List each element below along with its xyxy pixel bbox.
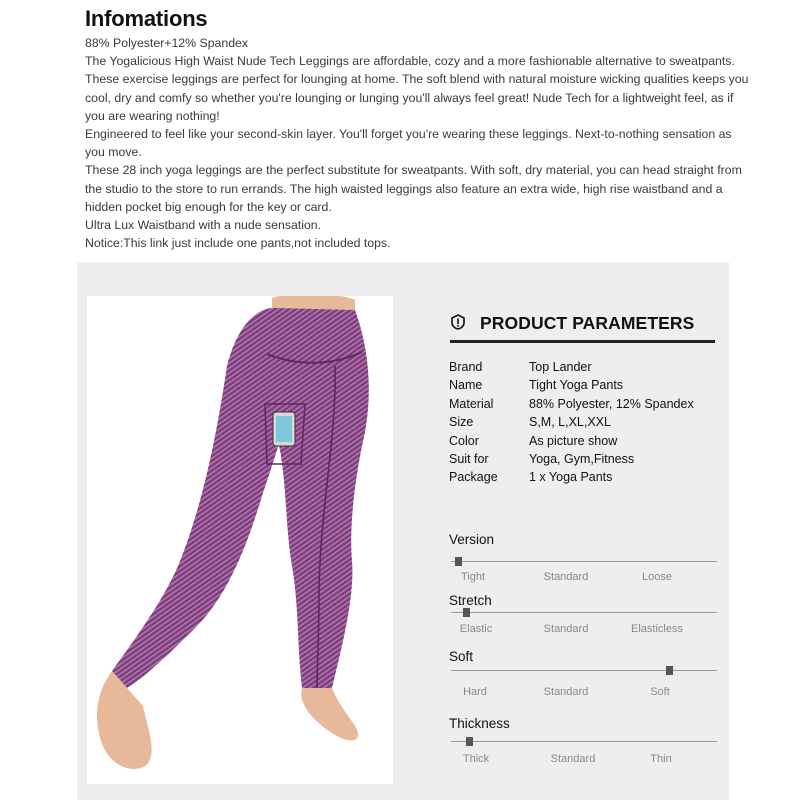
info-line: Ultra Lux Waistband with a nude sensation. xyxy=(85,218,322,233)
info-line: the studio to the store to run errands. The high waisted leggings also feature an extra wide, high rise waistband and a xyxy=(85,181,723,196)
spec-value: Top Lander xyxy=(529,360,592,374)
scale-label-mid: Standard xyxy=(543,571,589,583)
scale-indicator xyxy=(466,737,473,746)
scale-track xyxy=(451,561,717,562)
product-parameters-title: PRODUCT PARAMETERS xyxy=(480,313,695,333)
informations-section xyxy=(85,4,765,252)
spec-value: 1 x Yoga Pants xyxy=(529,470,613,485)
scale-indicator xyxy=(455,557,462,566)
informations-title: Infomations xyxy=(85,6,208,31)
scale-track xyxy=(451,741,717,742)
spec-value: Tight Yoga Pants xyxy=(529,378,624,393)
scale-title: Stretch xyxy=(449,593,492,608)
info-line: hidden pocket big enough for the key or card. xyxy=(85,199,332,214)
info-line: Engineered to feel like your second-skin layer. You'll forget you're wearing these leggings. Next-to-nothing sensation as xyxy=(85,127,732,142)
spec-key: Brand xyxy=(449,360,483,374)
scale-track xyxy=(451,670,717,671)
scale-label-high: Loose xyxy=(642,571,672,583)
spec-value: 88% Polyester, 12% Spandex xyxy=(529,396,694,411)
info-line: cool, dry and comfy so whether you're lounging or lunging you'll always feel great! Nude Tech for a lightweight feel, as if xyxy=(85,90,734,105)
scale-label-mid: Standard xyxy=(550,753,596,765)
spec-key: Package xyxy=(449,470,498,485)
info-line: you are wearing nothing! xyxy=(85,108,220,123)
scale-indicator xyxy=(463,608,470,617)
info-line: 88% Polyester+12% Spandex xyxy=(85,36,249,50)
scale-label-low: Hard xyxy=(463,686,487,698)
scale-label-low: Tight xyxy=(460,571,486,583)
scale-title: Soft xyxy=(449,649,474,664)
scale-title: Thickness xyxy=(449,716,510,731)
scale-label-high: Soft xyxy=(650,686,670,698)
spec-key: Size xyxy=(449,415,474,430)
info-line: The Yogalicious High Waist Nude Tech Leggings are affordable, cozy and a more fashionable alternative to sweatpants. xyxy=(85,54,735,69)
scale-track xyxy=(451,612,717,613)
spec-key: Material xyxy=(449,396,494,411)
scale-label-mid: Standard xyxy=(543,686,589,698)
scale-label-low: Thick xyxy=(462,753,490,765)
scale-label-high: Thin xyxy=(650,753,672,765)
spec-value: As picture show xyxy=(529,433,618,448)
scale-label-low: Elastic xyxy=(459,623,493,635)
info-line: you move. xyxy=(85,145,142,160)
spec-value: Yoga, Gym,Fitness xyxy=(529,451,635,466)
info-line: Notice:This link just include one pants,not included tops. xyxy=(85,236,391,251)
scale-title: Version xyxy=(449,532,495,547)
info-line: These exercise leggings are perfect for lounging at home. The soft blend with natural moisture wicking qualities keeps you xyxy=(85,72,749,87)
leggings-illustration xyxy=(87,296,393,784)
spec-value: S,M, L,XL,XXL xyxy=(529,415,611,430)
spec-key: Color xyxy=(449,433,479,448)
spec-key: Name xyxy=(449,378,483,393)
scale-label-mid: Standard xyxy=(543,623,589,635)
scale-label-high: Elasticless xyxy=(631,623,683,635)
product-parameters-header xyxy=(450,310,715,343)
spec-key: Suit for xyxy=(449,451,489,466)
info-line: These 28 inch yoga leggings are the perfect substitute for sweatpants. With soft, dry material, you can head straight from xyxy=(85,163,742,178)
scale-indicator xyxy=(666,666,673,675)
exclamation-shield-icon xyxy=(450,314,466,330)
product-photo xyxy=(87,296,393,784)
